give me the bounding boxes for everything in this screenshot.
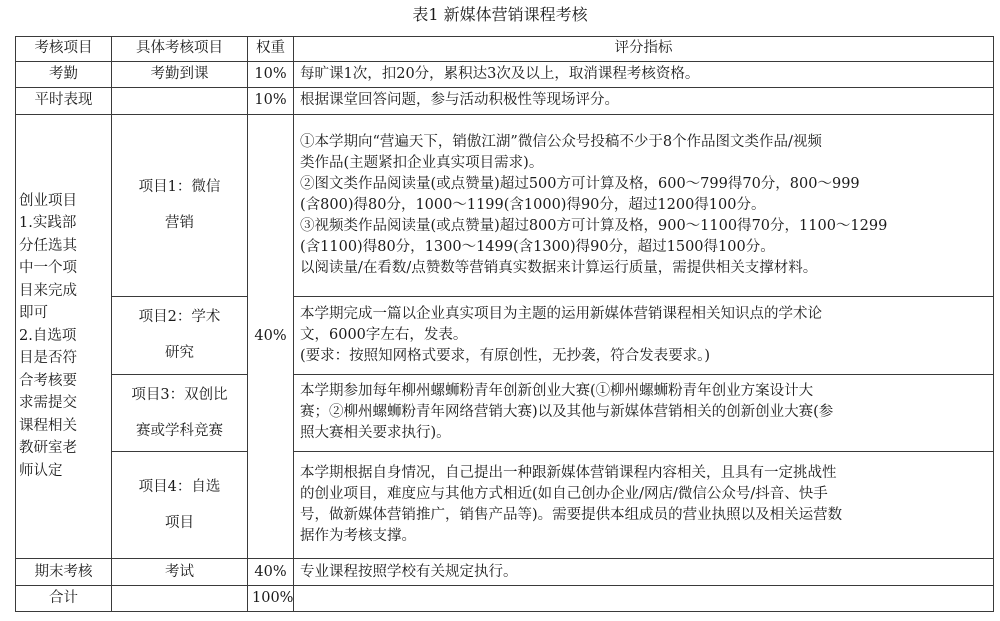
table-row: [16, 586, 994, 612]
row-attendance-sub: 考勤到课: [112, 61, 248, 88]
table-row: [16, 374, 994, 452]
table-row: [16, 61, 994, 88]
row-performance-desc: 根据课堂回答问题，参与活动积极性等现场评分。: [294, 88, 994, 115]
project-4-name: 项目4：自选 项目: [112, 452, 248, 558]
row-attendance-weight: 10%: [248, 61, 294, 88]
row-final-sub: 考试: [112, 558, 248, 586]
assessment-table: [15, 36, 994, 612]
table-row: [16, 296, 994, 374]
header-sub-item: 具体考核项目: [112, 37, 248, 62]
project-2-name: 项目2：学术 研究: [112, 296, 248, 374]
table-row: [16, 452, 994, 558]
project-4-desc: 本学期根据自身情况，自己提出一种跟新媒体营销课程内容相关，且具有一定挑战性 的创业项目，难度应与其他方式相近(如自己创办企业/网店/微信公众号/抖音、快手 号，做新媒体营销推广，销售产品等)。需要提供本组成员的营业执照以及相关运营数 据作为考核支撑。: [294, 452, 994, 558]
row-attendance-item: 考勤: [16, 61, 112, 88]
row-final-item: 期末考核: [16, 558, 112, 586]
table-row: [16, 114, 994, 296]
row-total-item: 合计: [16, 586, 112, 612]
project-3-name: 项目3：双创比 赛或学科竞赛: [112, 374, 248, 452]
row-performance-item: 平时表现: [16, 88, 112, 115]
row-final-desc: 专业课程按照学校有关规定执行。: [294, 558, 994, 586]
table-row: [16, 558, 994, 586]
header-item: 考核项目: [16, 37, 112, 62]
row-startup-weight: 40%: [248, 114, 294, 558]
header-weight: 权重: [248, 37, 294, 62]
project-3-desc: 本学期参加每年柳州螺蛳粉青年创新创业大赛(①柳州螺蛳粉青年创业方案设计大 赛；②柳州螺蛳粉青年网络营销大赛)以及其他与新媒体营销相关的创新创业大赛(参 照大赛相关要求执行)。: [294, 374, 994, 452]
project-1-name: 项目1：微信 营销: [112, 114, 248, 296]
table-header-row: [16, 37, 994, 62]
table-row: [16, 88, 994, 115]
row-performance-weight: 10%: [248, 88, 294, 115]
header-criteria: 评分指标: [294, 37, 994, 62]
row-final-weight: 40%: [248, 558, 294, 586]
project-1-desc: ①本学期向“营遍天下，销傲江湖”微信公众号投稿不少于8个作品图文类作品/视频 类作品(主题紧扣企业真实项目需求)。 ②图文类作品阅读量(或点赞量)超过500方可计算及格，600～799得70分，800～999 (含800)得80分，1000～1199(含1000)得90分，超过1200得100分。 ③视频类作品阅读量(或点赞量)超过800方可计算及格，900～1100得70分，1100～1299 (含1100)得80分，1300～1499(含1300)得90分，超过1500得100分。 以阅读量/在看数/点赞数等营销真实数据来计算运行质量，需提供相关支撑材料。: [294, 114, 994, 296]
table-caption: 表1 新媒体营销课程考核: [412, 5, 588, 24]
row-total-desc: [294, 586, 994, 612]
row-startup-item: 创业项目 1.实践部 分任选其 中一个项 目来完成 即可 2.自选项 目是否符 合考核要 求需提交 课程相关 教研室老 师认定: [16, 114, 112, 558]
row-total-sub: [112, 586, 248, 612]
row-attendance-desc: 每旷课1次，扣20分，累积达3次及以上，取消课程考核资格。: [294, 61, 994, 88]
row-total-weight: 100%: [248, 586, 294, 612]
row-performance-sub: [112, 88, 248, 115]
project-2-desc: 本学期完成一篇以企业真实项目为主题的运用新媒体营销课程相关知识点的学术论 文，6000字左右，发表。 (要求：按照知网格式要求，有原创性，无抄袭，符合发表要求。): [294, 296, 994, 374]
